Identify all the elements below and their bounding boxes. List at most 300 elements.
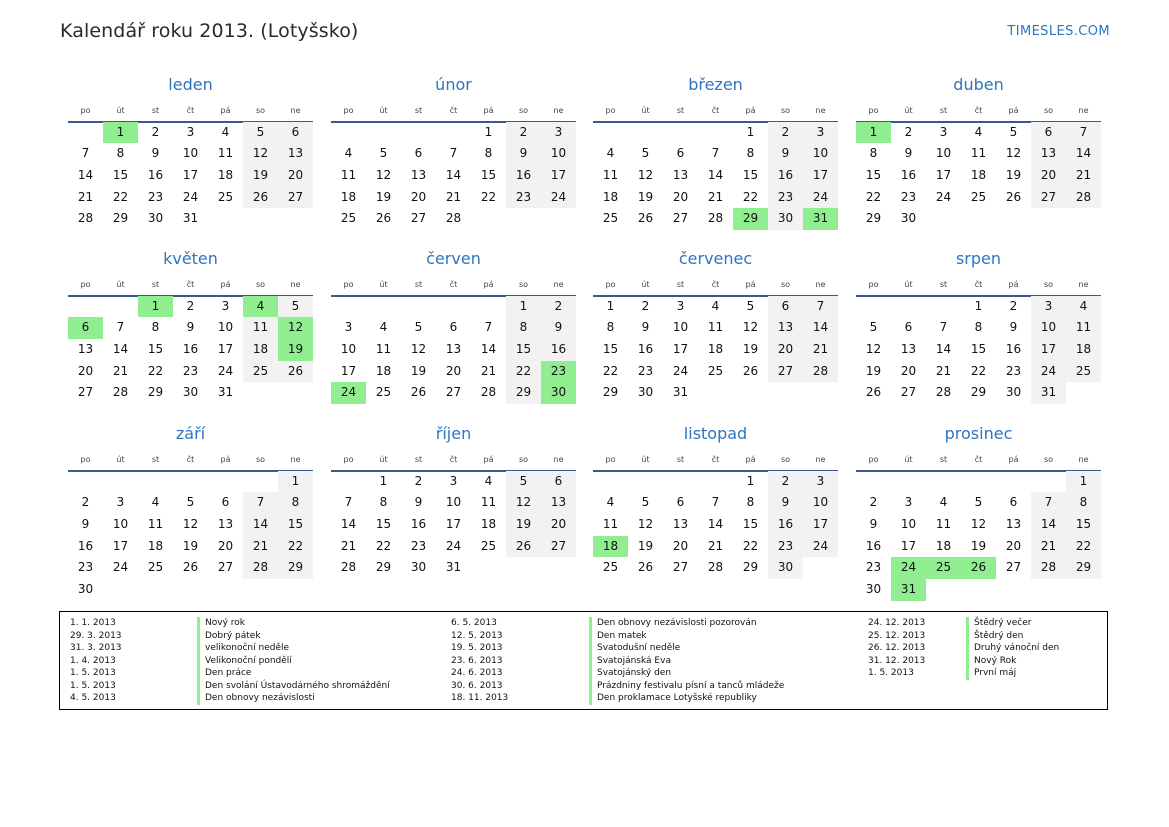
weekday-header: po — [68, 100, 103, 123]
weekday-header: so — [506, 449, 541, 472]
day-cell: 29 — [278, 557, 313, 579]
day-cell: 28 — [707, 211, 724, 226]
empty-cell — [68, 122, 103, 144]
weekday-header: pá — [208, 449, 243, 472]
day-cell: 8 — [484, 146, 493, 161]
holiday-row — [70, 642, 430, 655]
day-cell: 17 — [1031, 339, 1066, 361]
holiday-row — [70, 630, 430, 643]
day-cell: 16 — [768, 165, 803, 187]
holiday-day-cell: 6 — [68, 317, 103, 339]
day-cell: 30 — [1005, 385, 1022, 400]
day-cell: 15 — [112, 168, 129, 183]
day-cell: 8 — [746, 495, 755, 510]
day-cell: 29 — [970, 385, 987, 400]
weekday-header: út — [891, 449, 926, 472]
weekday-header: út — [891, 274, 926, 297]
day-cell: 6 — [676, 495, 685, 510]
weekday-header: po — [593, 449, 628, 472]
day-cell: 17 — [182, 168, 199, 183]
day-cell: 21 — [1031, 536, 1066, 558]
day-cell: 12 — [182, 517, 199, 532]
holiday-name: První máj — [966, 667, 1016, 680]
day-cell: 19 — [637, 538, 654, 553]
day-cell: 8 — [974, 320, 983, 335]
holiday-date: 30. 6. 2013 — [451, 680, 503, 691]
weekday-header: út — [366, 274, 401, 297]
day-cell: 31 — [182, 211, 199, 226]
day-cell: 15 — [602, 342, 619, 357]
day-cell: 16 — [506, 165, 541, 187]
weekday-header: st — [138, 100, 173, 123]
day-cell: 4 — [151, 495, 160, 510]
holiday-day-cell: 4 — [243, 296, 278, 318]
day-cell: 2 — [541, 296, 576, 318]
holiday-date: 1. 5. 2013 — [868, 668, 914, 678]
day-cell: 14 — [77, 168, 94, 183]
holiday-name: Svatojánský den — [589, 667, 671, 680]
day-cell: 28 — [480, 385, 497, 400]
day-cell: 27 — [1031, 187, 1066, 209]
holiday-name: velikonoční neděle — [197, 642, 289, 655]
day-cell: 2 — [768, 471, 803, 493]
holiday-column — [868, 617, 1169, 680]
day-cell: 10 — [340, 342, 357, 357]
day-cell: 2 — [151, 124, 160, 139]
holiday-day-cell: 29 — [733, 208, 768, 230]
holiday-name: Den obnovy nezávislosti pozorován — [589, 617, 757, 630]
holiday-date: 24. 6. 2013 — [451, 668, 503, 678]
day-cell: 22 — [147, 363, 164, 378]
weekday-header: čt — [961, 274, 996, 297]
day-cell: 12 — [742, 320, 759, 335]
day-cell: 24 — [112, 560, 129, 575]
weekday-header: út — [366, 100, 401, 123]
weekday-header: st — [401, 274, 436, 297]
month-grid — [68, 100, 313, 230]
empty-cell — [663, 122, 698, 144]
day-cell: 13 — [672, 517, 689, 532]
holiday-row — [868, 642, 1169, 655]
day-cell: 27 — [445, 385, 462, 400]
day-cell: 23 — [637, 363, 654, 378]
holiday-row — [451, 642, 811, 655]
day-cell: 9 — [1009, 320, 1018, 335]
day-cell: 27 — [672, 211, 689, 226]
day-cell: 8 — [746, 146, 755, 161]
day-cell: 13 — [541, 492, 576, 514]
day-cell: 28 — [340, 560, 357, 575]
holiday-row — [451, 680, 811, 693]
day-cell: 17 — [112, 538, 129, 553]
empty-cell — [103, 296, 138, 318]
month-0 — [68, 70, 313, 230]
weekday-header: ne — [1066, 449, 1101, 472]
holiday-date: 1. 4. 2013 — [70, 655, 116, 666]
day-cell: 23 — [865, 560, 882, 575]
day-cell: 7 — [939, 320, 948, 335]
day-cell: 22 — [112, 189, 129, 204]
weekday-header: út — [628, 449, 663, 472]
holiday-row — [70, 692, 430, 705]
holiday-list — [59, 611, 1108, 710]
weekday-header: út — [103, 274, 138, 297]
day-cell: 24 — [1031, 361, 1066, 383]
holiday-day-cell: 31 — [891, 579, 926, 601]
holiday-date: 29. 3. 2013 — [70, 630, 122, 641]
day-cell: 25 — [375, 385, 392, 400]
day-cell: 6 — [768, 296, 803, 318]
day-cell: 5 — [974, 495, 983, 510]
day-cell: 15 — [278, 514, 313, 536]
day-cell: 25 — [147, 560, 164, 575]
page-title: Kalendář roku 2013. (Lotyšsko) — [60, 20, 359, 42]
day-cell: 11 — [217, 146, 234, 161]
day-cell: 22 — [742, 538, 759, 553]
day-cell: 9 — [414, 495, 423, 510]
day-cell: 17 — [935, 168, 952, 183]
day-cell: 30 — [182, 385, 199, 400]
day-cell: 9 — [641, 320, 650, 335]
holiday-day-cell: 18 — [593, 536, 628, 558]
day-cell: 6 — [221, 495, 230, 510]
day-cell: 4 — [484, 473, 493, 488]
day-cell: 18 — [147, 538, 164, 553]
day-cell: 27 — [1005, 560, 1022, 575]
day-cell: 1 — [746, 473, 755, 488]
day-cell: 21 — [445, 189, 462, 204]
holiday-day-cell: 24 — [891, 557, 926, 579]
day-cell: 14 — [243, 514, 278, 536]
day-cell: 11 — [602, 517, 619, 532]
holiday-row — [451, 667, 811, 680]
empty-cell — [471, 296, 506, 318]
holiday-date: 1. 5. 2013 — [70, 668, 116, 678]
day-cell: 5 — [641, 146, 650, 161]
day-cell: 23 — [506, 187, 541, 209]
weekday-header: st — [663, 274, 698, 297]
day-cell: 26 — [410, 385, 427, 400]
day-cell: 4 — [1066, 296, 1101, 318]
day-cell: 15 — [147, 342, 164, 357]
day-cell: 21 — [707, 538, 724, 553]
day-cell: 15 — [506, 339, 541, 361]
weekday-header: pá — [471, 274, 506, 297]
day-cell: 4 — [221, 124, 230, 139]
weekday-header: út — [103, 449, 138, 472]
day-cell: 19 — [1005, 168, 1022, 183]
day-cell: 30 — [637, 385, 654, 400]
day-cell: 26 — [278, 361, 313, 383]
day-cell: 16 — [410, 517, 427, 532]
weekday-header: st — [401, 100, 436, 123]
holiday-date: 26. 12. 2013 — [868, 643, 926, 653]
day-cell: 10 — [217, 320, 234, 335]
day-cell: 17 — [340, 363, 357, 378]
day-cell: 12 — [970, 517, 987, 532]
day-cell: 9 — [541, 317, 576, 339]
weekday-header: pá — [996, 274, 1031, 297]
holiday-date: 31. 3. 2013 — [70, 643, 122, 653]
day-cell: 28 — [803, 361, 838, 383]
day-cell: 15 — [375, 517, 392, 532]
day-cell: 4 — [711, 298, 720, 313]
day-cell: 25 — [217, 189, 234, 204]
holiday-day-cell: 31 — [803, 208, 838, 230]
day-cell: 26 — [637, 211, 654, 226]
day-cell: 5 — [414, 320, 423, 335]
day-cell: 16 — [77, 538, 94, 553]
holiday-row — [868, 655, 1169, 668]
empty-cell — [68, 471, 103, 493]
weekday-header: pá — [733, 274, 768, 297]
day-cell: 12 — [637, 517, 654, 532]
day-cell: 21 — [803, 339, 838, 361]
day-cell: 9 — [768, 492, 803, 514]
day-cell: 7 — [484, 320, 493, 335]
day-cell: 12 — [1005, 146, 1022, 161]
day-cell: 26 — [637, 560, 654, 575]
day-cell: 10 — [803, 143, 838, 165]
weekday-header: st — [138, 449, 173, 472]
day-cell: 3 — [803, 471, 838, 493]
empty-cell — [891, 471, 926, 493]
month-name: říjen — [435, 424, 472, 443]
empty-cell — [1031, 471, 1066, 493]
day-cell: 28 — [243, 557, 278, 579]
weekday-header: pá — [733, 449, 768, 472]
holiday-row — [451, 630, 811, 643]
empty-cell — [698, 122, 733, 144]
holiday-day-cell: 25 — [926, 557, 961, 579]
day-cell: 23 — [1005, 363, 1022, 378]
weekday-header: so — [768, 449, 803, 472]
holiday-name: Štědrý večer — [966, 617, 1031, 630]
weekday-header: út — [103, 100, 138, 123]
day-cell: 15 — [970, 342, 987, 357]
day-cell: 25 — [340, 211, 357, 226]
weekday-header: ne — [278, 100, 313, 123]
site-link[interactable]: TIMESLES.COM — [1007, 24, 1110, 39]
day-cell: 19 — [410, 363, 427, 378]
day-cell: 15 — [480, 168, 497, 183]
day-cell: 1 — [606, 298, 615, 313]
day-cell: 10 — [803, 492, 838, 514]
day-cell: 2 — [904, 124, 913, 139]
day-cell: 7 — [711, 495, 720, 510]
month-name: březen — [688, 75, 743, 94]
day-cell: 29 — [865, 211, 882, 226]
day-cell: 19 — [637, 189, 654, 204]
weekday-header: so — [1031, 449, 1066, 472]
day-cell: 11 — [375, 342, 392, 357]
day-cell: 6 — [904, 320, 913, 335]
day-cell: 17 — [803, 165, 838, 187]
month-11 — [856, 419, 1101, 601]
day-cell: 5 — [506, 471, 541, 493]
day-cell: 24 — [217, 363, 234, 378]
day-cell: 17 — [541, 165, 576, 187]
day-cell: 24 — [935, 189, 952, 204]
weekday-header: po — [856, 274, 891, 297]
empty-cell — [366, 296, 401, 318]
day-cell: 27 — [410, 211, 427, 226]
day-cell: 1 — [379, 473, 388, 488]
holiday-column — [70, 617, 430, 705]
day-cell: 20 — [672, 538, 689, 553]
day-cell: 23 — [768, 536, 803, 558]
holiday-name: Den práce — [197, 667, 251, 680]
holiday-name: Druhý vánoční den — [966, 642, 1059, 655]
holiday-day-cell: 30 — [541, 382, 576, 404]
month-7 — [856, 244, 1101, 404]
day-cell: 2 — [81, 495, 90, 510]
holiday-date: 1. 5. 2013 — [70, 680, 116, 691]
empty-cell — [663, 471, 698, 493]
day-cell: 14 — [445, 168, 462, 183]
day-cell: 19 — [506, 514, 541, 536]
day-cell: 10 — [445, 495, 462, 510]
day-cell: 11 — [480, 495, 497, 510]
holiday-date: 19. 5. 2013 — [451, 643, 503, 653]
day-cell: 9 — [768, 143, 803, 165]
weekday-header: ne — [541, 449, 576, 472]
weekday-header: čt — [436, 274, 471, 297]
day-cell: 11 — [1066, 317, 1101, 339]
day-cell: 2 — [768, 122, 803, 144]
day-cell: 9 — [904, 146, 913, 161]
weekday-header: po — [331, 274, 366, 297]
day-cell: 19 — [865, 363, 882, 378]
day-cell: 4 — [379, 320, 388, 335]
day-cell: 25 — [602, 211, 619, 226]
weekday-header: ne — [278, 274, 313, 297]
holiday-column — [451, 617, 811, 705]
empty-cell — [331, 122, 366, 144]
month-name: prosinec — [944, 424, 1013, 443]
day-cell: 16 — [541, 339, 576, 361]
month-grid — [331, 449, 576, 579]
month-name: srpen — [955, 249, 1002, 268]
day-cell: 3 — [449, 473, 458, 488]
day-cell: 3 — [221, 298, 230, 313]
day-cell: 7 — [116, 320, 125, 335]
empty-cell — [243, 471, 278, 493]
day-cell: 14 — [1066, 143, 1101, 165]
day-cell: 19 — [970, 538, 987, 553]
day-cell: 27 — [217, 560, 234, 575]
day-cell: 23 — [900, 189, 917, 204]
month-9 — [331, 419, 576, 579]
weekday-header: po — [856, 449, 891, 472]
weekday-header: pá — [471, 100, 506, 123]
day-cell: 5 — [243, 122, 278, 144]
day-cell: 22 — [278, 536, 313, 558]
day-cell: 4 — [344, 146, 353, 161]
holiday-date: 6. 5. 2013 — [451, 618, 497, 628]
day-cell: 13 — [278, 143, 313, 165]
weekday-header: čt — [961, 449, 996, 472]
weekday-header: po — [331, 100, 366, 123]
day-cell: 16 — [900, 168, 917, 183]
weekday-header: so — [243, 100, 278, 123]
day-cell: 11 — [340, 168, 357, 183]
weekday-header: čt — [961, 100, 996, 123]
holiday-row — [868, 617, 1169, 630]
month-name: leden — [168, 75, 213, 94]
day-cell: 27 — [672, 560, 689, 575]
day-cell: 31 — [672, 385, 689, 400]
day-cell: 5 — [278, 296, 313, 318]
weekday-header: čt — [173, 274, 208, 297]
day-cell: 8 — [869, 146, 878, 161]
day-cell: 20 — [278, 165, 313, 187]
day-cell: 23 — [147, 189, 164, 204]
weekday-header: ne — [803, 274, 838, 297]
holiday-day-cell: 1 — [103, 122, 138, 144]
weekday-header: st — [663, 100, 698, 123]
day-cell: 22 — [506, 361, 541, 383]
month-grid — [68, 274, 313, 404]
month-grid — [331, 274, 576, 404]
empty-cell — [698, 471, 733, 493]
holiday-name: Den svolání Ústavodárného shromáždění — [197, 680, 390, 693]
holiday-day-cell: 12 — [278, 317, 313, 339]
day-cell: 25 — [480, 538, 497, 553]
day-cell: 18 — [970, 168, 987, 183]
day-cell: 6 — [541, 471, 576, 493]
day-cell: 22 — [742, 189, 759, 204]
day-cell: 18 — [935, 538, 952, 553]
day-cell: 12 — [637, 168, 654, 183]
weekday-header: čt — [173, 100, 208, 123]
day-cell: 2 — [1009, 298, 1018, 313]
weekday-header: ne — [1066, 274, 1101, 297]
empty-cell — [208, 471, 243, 493]
day-cell: 26 — [506, 536, 541, 558]
day-cell: 8 — [278, 492, 313, 514]
day-cell: 13 — [410, 168, 427, 183]
holiday-date: 18. 11. 2013 — [451, 693, 509, 703]
day-cell: 24 — [445, 538, 462, 553]
empty-cell — [401, 296, 436, 318]
day-cell: 5 — [746, 298, 755, 313]
day-cell: 24 — [541, 187, 576, 209]
empty-cell — [961, 471, 996, 493]
weekday-header: čt — [436, 449, 471, 472]
weekday-header: út — [628, 100, 663, 123]
day-cell: 13 — [900, 342, 917, 357]
holiday-date: 25. 12. 2013 — [868, 630, 926, 641]
day-cell: 18 — [375, 363, 392, 378]
day-cell: 24 — [182, 189, 199, 204]
day-cell: 4 — [939, 495, 948, 510]
weekday-header: pá — [208, 100, 243, 123]
day-cell: 23 — [410, 538, 427, 553]
holiday-row — [70, 655, 430, 668]
day-cell: 13 — [672, 168, 689, 183]
day-cell: 7 — [803, 296, 838, 318]
day-cell: 12 — [410, 342, 427, 357]
day-cell: 9 — [81, 517, 90, 532]
empty-cell — [173, 471, 208, 493]
day-cell: 21 — [707, 189, 724, 204]
day-cell: 1 — [1066, 471, 1101, 493]
day-cell: 21 — [243, 536, 278, 558]
day-cell: 26 — [1005, 189, 1022, 204]
empty-cell — [891, 296, 926, 318]
empty-cell — [926, 471, 961, 493]
